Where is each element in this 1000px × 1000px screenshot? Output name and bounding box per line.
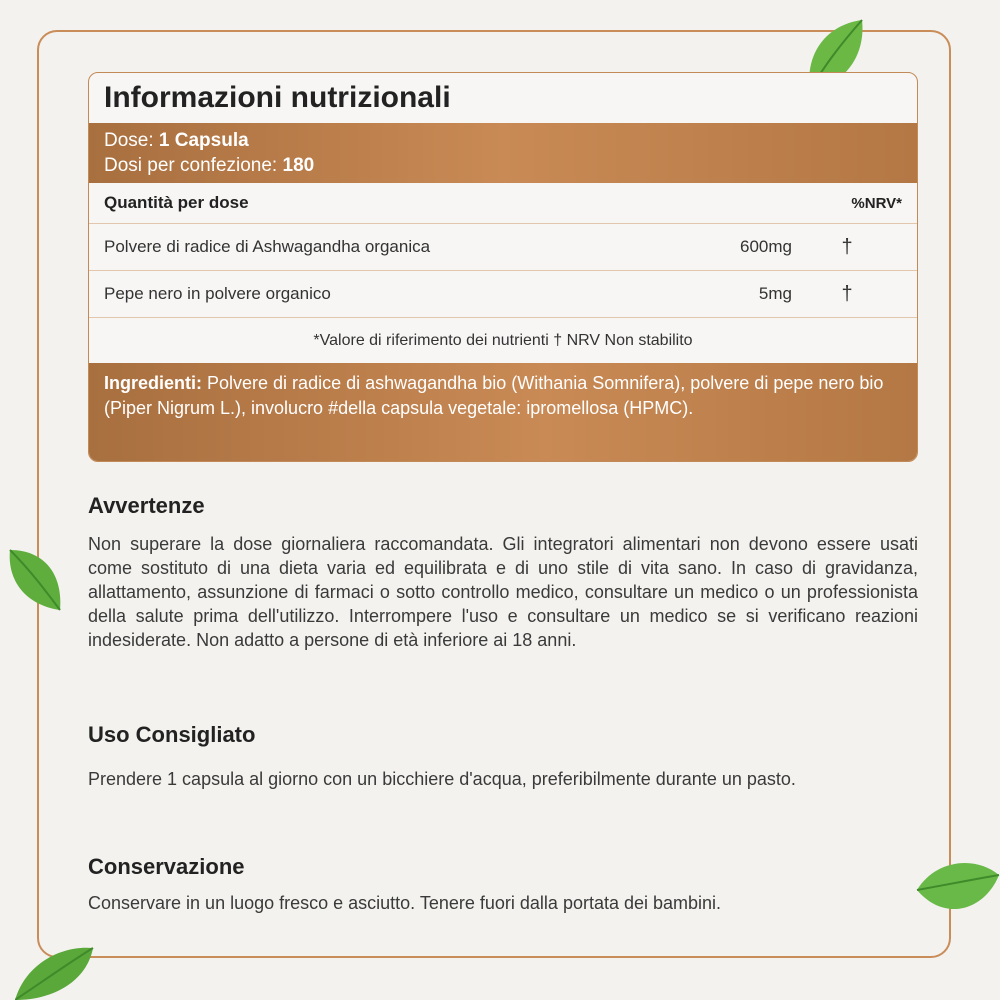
dose-value: 1 Capsula (158, 130, 249, 151)
row-amount: 5mg (758, 284, 792, 303)
table-header (89, 183, 917, 224)
panel-title: Informazioni nutrizionali (104, 81, 451, 114)
row-name: Pepe nero in polvere organico (104, 284, 331, 303)
storage-section (88, 853, 918, 915)
leaf-icon (5, 545, 65, 615)
warnings-text: Non superare la dose giornaliera raccomandata. Gli integratori alimentari non devono essere usati come sostituto di una dieta varia ed equilibrata e di uno stile di vita sano. In caso di gravidanza, allattamento, assunzione di farmaci o sotto controllo medico, consultare un medico o un professionista della salute prima dell'utilizzo. Interrompere l'uso e consultare un medico se si verificano reazioni indesiderate. Non adatto a persone di età inferiore ai 18 anni. (88, 534, 918, 650)
row-name: Polvere di radice di Ashwagandha organica (104, 237, 431, 256)
usage-text: Prendere 1 capsula al giorno con un bicchiere d'acqua, preferibilmente durante un pasto. (88, 769, 796, 789)
ingredients-text: Polvere di radice di ashwagandha bio (Withania Somnifera), polvere di pepe nero bio (Piper Nigrum L.), involucro #della capsula vegetale: ipromellosa (HPMC). (104, 373, 884, 418)
usage-section (88, 721, 918, 791)
table-row (89, 224, 917, 271)
doses-line (104, 153, 902, 178)
usage-title: Uso Consigliato (88, 722, 256, 747)
dose-label: Dose: (104, 130, 154, 151)
nutrition-table (89, 183, 917, 364)
ingredients-band (89, 363, 917, 461)
doses-label: Dosi per confezione: (104, 155, 278, 176)
leaf-icon (915, 855, 1000, 925)
dose-line (104, 128, 902, 153)
table-row (89, 271, 917, 318)
leaf-icon (15, 940, 95, 1000)
warnings-title: Avvertenze (88, 493, 205, 518)
ingredients-label: Ingredienti: (104, 373, 202, 393)
nutrition-panel (88, 72, 918, 462)
header-nrv: %NRV* (851, 194, 902, 212)
header-quantity: Quantità per dose (104, 193, 249, 212)
row-amount: 600mg (740, 237, 792, 256)
storage-title: Conservazione (88, 854, 245, 879)
doses-value: 180 (282, 155, 315, 176)
warnings-section (88, 492, 918, 652)
storage-text: Conservare in un luogo fresco e asciutto. Tenere fuori dalla portata dei bambini. (88, 893, 722, 913)
table-footnote: *Valore di riferimento dei nutrienti † NRV Non stabilito (313, 332, 693, 349)
dose-band (89, 123, 917, 183)
row-nrv: † (841, 235, 853, 258)
row-nrv: † (841, 282, 853, 305)
